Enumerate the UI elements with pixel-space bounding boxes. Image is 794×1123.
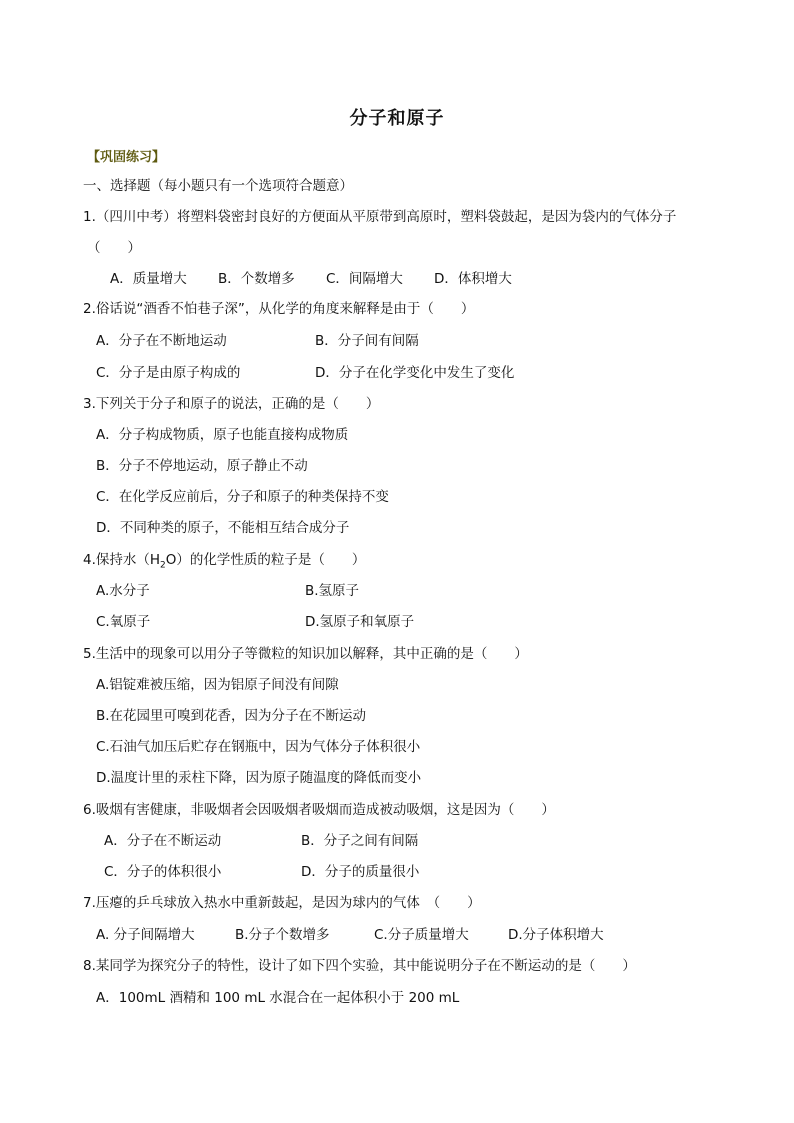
question-2-stem: 2.俗话说“酒香不怕巷子深”，从化学的角度来解释是由于（ ） bbox=[83, 301, 475, 317]
question-4-option-c: C.氧原子 bbox=[96, 614, 151, 630]
question-2-option-c: C．分子是由原子构成的 bbox=[96, 365, 241, 381]
page-title: 分子和原子 bbox=[349, 108, 445, 129]
question-6-option-b: B．分子之间有间隔 bbox=[301, 833, 419, 849]
question-3-option-a: A．分子构成物质，原子也能直接构成物质 bbox=[96, 427, 349, 443]
question-4-stem bbox=[83, 551, 365, 575]
question-4-option-d: D.氢原子和氧原子 bbox=[305, 614, 415, 630]
question-5-option-a: A.铝锭难被压缩，因为铝原子间没有间隙 bbox=[96, 677, 339, 693]
question-7-option-b: B.分子个数增多 bbox=[235, 927, 330, 943]
question-8-option-a: A．100mL 酒精和 100 mL 水混合在一起体积小于 200 mL bbox=[96, 990, 460, 1006]
section-label: 【巩固练习】 bbox=[87, 150, 166, 165]
question-7-option-a: A. 分子间隔增大 bbox=[96, 927, 195, 943]
question-4-option-a: A.水分子 bbox=[96, 583, 150, 599]
question-1-stem: 1.（四川中考）将塑料袋密封良好的方便面从平原带到高原时，塑料袋鼓起，是因为袋内的气体分子 bbox=[83, 209, 677, 225]
question-7-option-d: D.分子体积增大 bbox=[508, 927, 604, 943]
question-4-option-b: B.氢原子 bbox=[305, 583, 360, 599]
question-6-stem: 6.吸烟有害健康，非吸烟者会因吸烟者吸烟而造成被动吸烟，这是因为（ ） bbox=[83, 802, 555, 818]
question-5-option-d: D.温度计里的汞柱下降，因为原子随温度的降低而变小 bbox=[96, 770, 422, 786]
question-7-stem: 7.压瘪的乒乓球放入热水中重新鼓起，是因为球内的气体 （ ） bbox=[83, 895, 481, 911]
question-7-option-c: C.分子质量增大 bbox=[374, 927, 469, 943]
question-1-option-a: A．质量增大 bbox=[110, 271, 187, 287]
question-5-option-c: C.石油气加压后贮存在钢瓶中，因为气体分子体积很小 bbox=[96, 739, 421, 755]
question-2-option-a: A．分子在不断地运动 bbox=[96, 333, 227, 349]
question-2-option-b: B．分子间有间隔 bbox=[315, 333, 419, 349]
question-2-option-d: D．分子在化学变化中发生了变化 bbox=[315, 365, 515, 381]
question-1-option-b: B．个数增多 bbox=[218, 271, 295, 287]
question-3-option-b: B．分子不停地运动，原子静止不动 bbox=[96, 458, 308, 474]
question-4-stem-sub: 2 bbox=[160, 560, 166, 571]
question-1-option-c: C．间隔增大 bbox=[326, 271, 403, 287]
part-heading: 一、选择题（每小题只有一个选项符合题意） bbox=[83, 178, 353, 194]
question-3-option-c: C．在化学反应前后，分子和原子的种类保持不变 bbox=[96, 489, 389, 505]
question-3-stem: 3.下列关于分子和原子的说法，正确的是（ ） bbox=[83, 396, 380, 412]
question-1-stem-cont: （ ） bbox=[87, 240, 141, 256]
question-4-stem-post: O）的化学性质的粒子是（ ） bbox=[165, 552, 366, 568]
question-3-option-d: D．不同种类的原子，不能相互结合成分子 bbox=[96, 520, 350, 536]
question-5-stem: 5.生活中的现象可以用分子等微粒的知识加以解释，其中正确的是（ ） bbox=[83, 646, 528, 662]
question-5-option-b: B.在花园里可嗅到花香，因为分子在不断运动 bbox=[96, 708, 367, 724]
question-4-stem-pre: 4.保持水（H bbox=[83, 552, 161, 568]
question-8-stem: 8.某同学为探究分子的特性，设计了如下四个实验，其中能说明分子在不断运动的是（ ） bbox=[83, 958, 636, 974]
question-6-option-d: D．分子的质量很小 bbox=[301, 864, 420, 880]
question-1-option-d: D．体积增大 bbox=[434, 271, 512, 287]
question-6-option-a: A．分子在不断运动 bbox=[104, 833, 222, 849]
question-6-option-c: C．分子的体积很小 bbox=[104, 864, 222, 880]
